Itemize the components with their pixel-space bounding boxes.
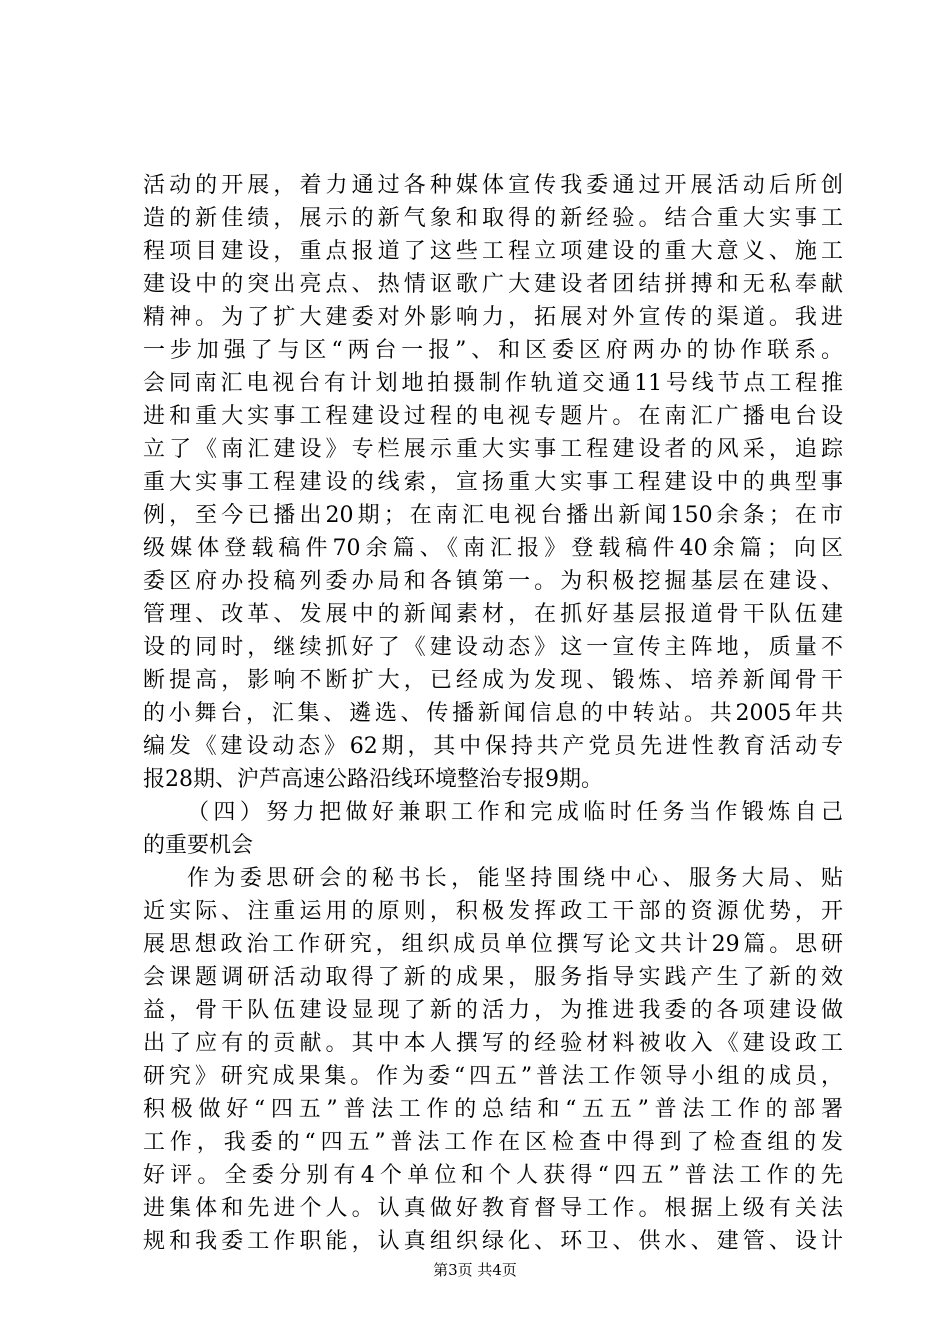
text-line: 报28期、沪芦高速公路沿线环境整治专报9期。	[143, 767, 603, 792]
text-line: 规和我委工作职能，认真组织绿化、环卫、供水、建管、设计	[143, 1229, 843, 1254]
text-line: 会课题调研活动取得了新的成果，服务指导实践产生了新的效	[143, 965, 843, 990]
text-line: 好评。全委分别有4个单位和个人获得“四五”普法工作的先	[143, 1163, 843, 1188]
text-line: 展思想政治工作研究，组织成员单位撰写论文共计29篇。思研	[143, 932, 843, 957]
section-heading: （四）努力把做好兼职工作和完成临时任务当作锻炼自己	[187, 800, 843, 825]
text-line: 例，至今已播出20期；在南汇电视台播出新闻150余条；在市	[143, 503, 843, 528]
text-line: 造的新佳绩，展示的新气象和取得的新经验。结合重大实事工	[143, 206, 843, 231]
text-line: 益，骨干队伍建设显现了新的活力，为推进我委的各项建设做	[143, 998, 843, 1023]
text-line: 编发《建设动态》62期，其中保持共产党员先进性教育活动专	[143, 734, 843, 759]
text-line: 研究》研究成果集。作为委“四五”普法工作领导小组的成员，	[143, 1064, 843, 1089]
text-line: 立了《南汇建设》专栏展示重大实事工程建设者的风采，追踪	[143, 437, 843, 462]
text-line: 积极做好“四五”普法工作的总结和“五五”普法工作的部署	[143, 1097, 843, 1122]
text-line: 精神。为了扩大建委对外影响力，拓展对外宣传的渠道。我进	[143, 305, 843, 330]
text-line: 设的同时，继续抓好了《建设动态》这一宣传主阵地，质量不	[143, 635, 843, 660]
text-line: 一步加强了与区“两台一报”、和区委区府两办的协作联系。	[143, 338, 843, 363]
text-line: 活动的开展，着力通过各种媒体宣传我委通过开展活动后所创	[143, 173, 843, 198]
text-line: 工作，我委的“四五”普法工作在区检查中得到了检查组的发	[143, 1130, 843, 1155]
text-line: 断提高，影响不断扩大，已经成为发现、锻炼、培养新闻骨干	[143, 668, 843, 693]
text-line: 进集体和先进个人。认真做好教育督导工作。根据上级有关法	[143, 1196, 843, 1221]
text-line: 会同南汇电视台有计划地拍摄制作轨道交通11号线节点工程推	[143, 371, 843, 396]
text-line: 的小舞台，汇集、遴选、传播新闻信息的中转站。共2005年共	[143, 701, 843, 726]
text-line: 管理、改革、发展中的新闻素材，在抓好基层报道骨干队伍建	[143, 602, 843, 627]
paragraph-first-line: 作为委思研会的秘书长，能坚持围绕中心、服务大局、贴	[187, 866, 843, 891]
page-number-footer: 第3页 共4页	[433, 1261, 517, 1279]
text-line: 建设中的突出亮点、热情讴歌广大建设者团结拼搏和无私奉献	[143, 272, 843, 297]
text-line: 程项目建设，重点报道了这些工程立项建设的重大意义、施工	[143, 239, 843, 264]
text-line: 级媒体登载稿件70余篇、《南汇报》登载稿件40余篇；向区	[143, 536, 843, 561]
text-line: 近实际、注重运用的原则，积极发挥政工干部的资源优势，开	[143, 899, 843, 924]
text-line: 出了应有的贡献。其中本人撰写的经验材料被收入《建设政工	[143, 1031, 843, 1056]
section-heading-continued: 的重要机会	[143, 833, 254, 858]
text-line: 重大实事工程建设的线索，宣扬重大实事工程建设中的典型事	[143, 470, 843, 495]
text-line: 进和重大实事工程建设过程的电视专题片。在南汇广播电台设	[143, 404, 843, 429]
text-line: 委区府办投稿列委办局和各镇第一。为积极挖掘基层在建设、	[143, 569, 843, 594]
